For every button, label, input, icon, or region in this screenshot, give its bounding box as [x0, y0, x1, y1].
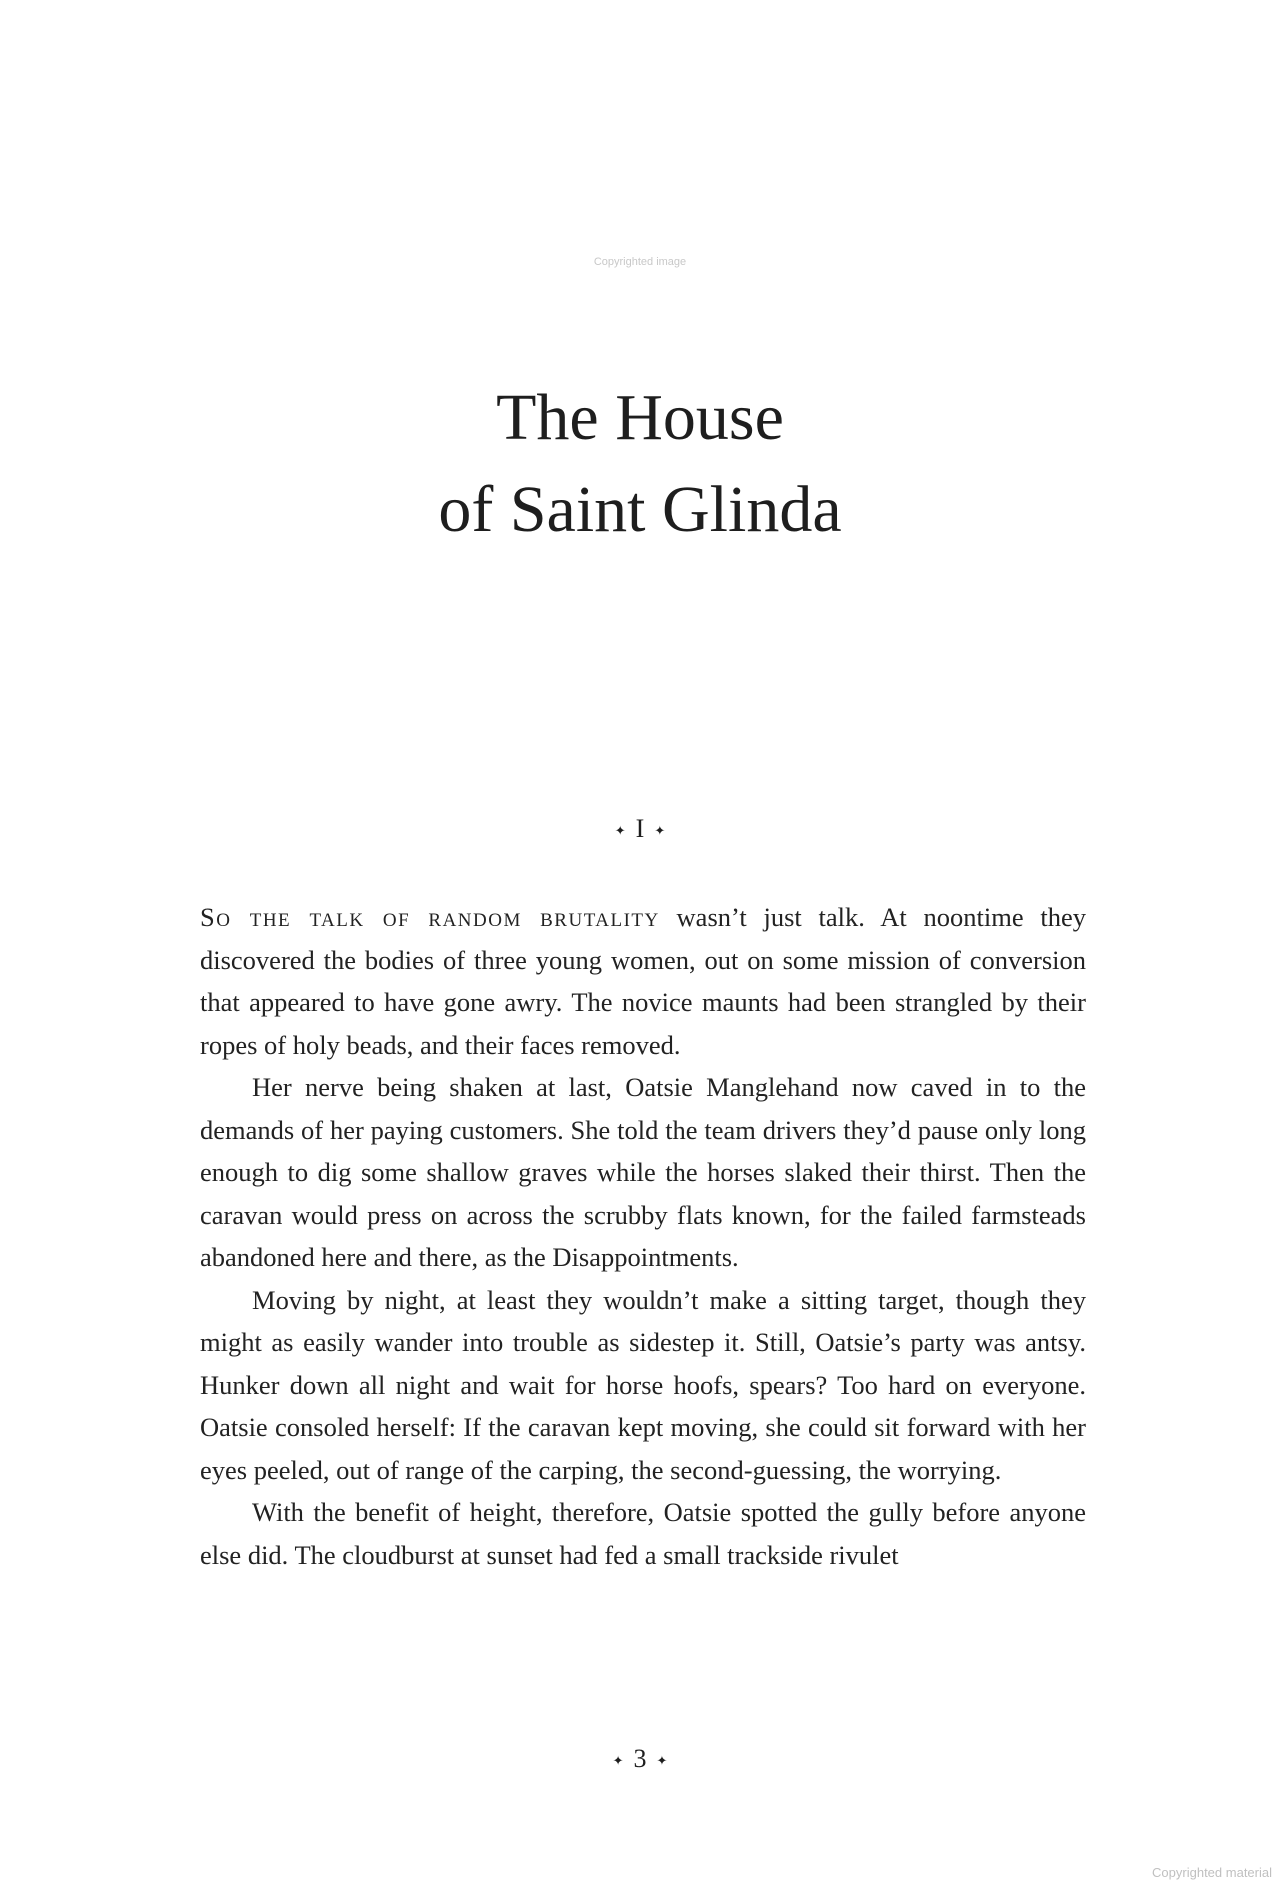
- section-number-mark: [0, 814, 1280, 844]
- ornament-diamond-icon: ✦: [656, 1753, 668, 1769]
- ornament-diamond-icon: ✦: [612, 1753, 624, 1769]
- paragraph-3: Moving by night, at least they wouldn’t make a sitting target, though they might as easily wander into trouble as sidestep it. Still, Oatsie’s party was antsy. Hunker down all night and wait for horse hoofs, spears? Too hard on everyone. Oatsie consoled herself: If the caravan kept moving, she could sit forward with her eyes peeled, out of range of the carping, the second-guessing, the worrying.: [200, 1284, 1086, 1485]
- copyrighted-image-watermark: Copyrighted image: [593, 256, 687, 268]
- ornament-diamond-icon: ✦: [654, 823, 666, 839]
- page-number-value: 3: [633, 1744, 647, 1773]
- ornament-diamond-icon: ✦: [614, 823, 626, 839]
- paragraph-1: [200, 896, 1086, 1066]
- section-number: I: [635, 814, 645, 843]
- opening-small-caps: So the talk of random brutality: [200, 902, 660, 932]
- page-number: [0, 1744, 1280, 1774]
- paragraph-4: With the benefit of height, therefore, Oatsie spotted the gully before anyone else did. The cloudburst at sunset had fed a small trackside rivulet: [200, 1497, 1086, 1570]
- chapter-title-line-2: of Saint Glinda: [438, 473, 842, 546]
- paragraph-1-text: wasn’t just talk. At noontime they discovered the bodies of three young women, out on some mission of conversion that appeared to have gone awry. The novice maunts had been strangled by their ropes of holy beads, and their faces removed.: [200, 902, 1086, 1060]
- chapter-body: [200, 896, 1086, 1576]
- copyrighted-material-watermark: Copyrighted material: [1152, 1865, 1272, 1880]
- chapter-title-line-1: The House: [496, 381, 784, 454]
- chapter-title: [0, 372, 1280, 556]
- paragraph-2: Her nerve being shaken at last, Oatsie Manglehand now caved in to the demands of her paying customers. She told the team drivers they’d pause only long enough to dig some shallow graves while the horses slaked their thirst. Then the caravan would press on across the scrubby flats known, for the failed farmsteads abandoned here and there, as the Disappointments.: [200, 1072, 1086, 1272]
